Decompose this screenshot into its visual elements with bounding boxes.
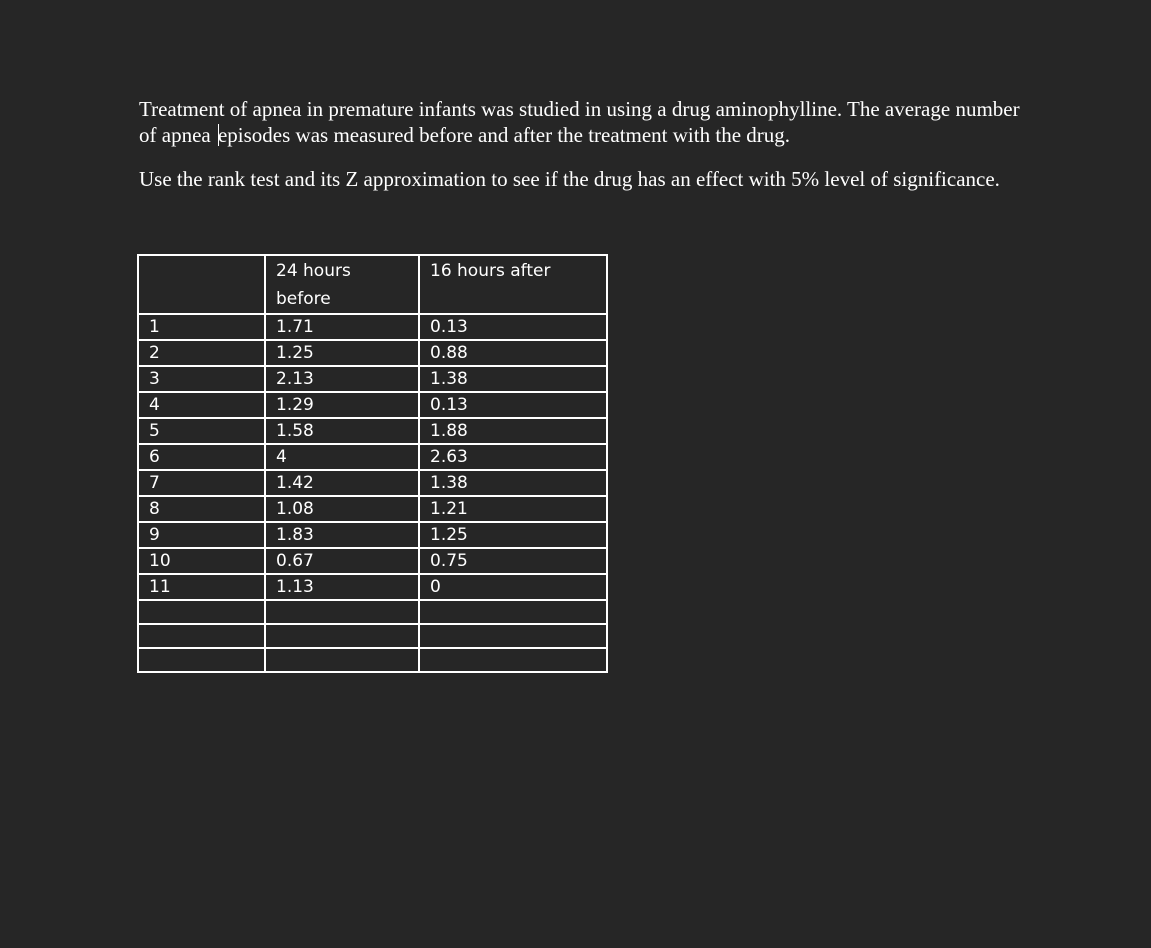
table-cell-before[interactable]: 1.71 [265,314,419,340]
header-cell-before[interactable] [265,255,419,314]
table-cell-index[interactable]: 2 [138,340,265,366]
problem-paragraph-1 [139,96,1079,148]
table-cell-before[interactable]: 1.08 [265,496,419,522]
problem-line-1: Treatment of apnea in premature infants was studied in using a drug aminophylline. The average number [139,97,1020,121]
table-row [138,624,607,648]
table-cell-before[interactable] [265,624,419,648]
table-row [138,574,607,600]
table-row [138,548,607,574]
problem-line-2-start: of apnea [139,123,216,147]
problem-statement [139,96,1079,192]
table-cell-after[interactable] [419,624,607,648]
table-cell-after[interactable]: 1.88 [419,418,607,444]
table-cell-index[interactable]: 3 [138,366,265,392]
problem-paragraph-2: Use the rank test and its Z approximation to see if the drug has an effect with 5% level of significance. [139,167,1000,191]
table-cell-index[interactable]: 10 [138,548,265,574]
table-row [138,392,607,418]
table-cell-after[interactable] [419,648,607,672]
table-row [138,366,607,392]
table-row [138,444,607,470]
header-cell-after[interactable]: 16 hours after [419,255,607,314]
table-row [138,470,607,496]
table-cell-index[interactable]: 9 [138,522,265,548]
header-label-before: 24 hours before [276,261,351,309]
table-cell-before[interactable] [265,600,419,624]
table-cell-index[interactable]: 8 [138,496,265,522]
table-row [138,522,607,548]
table-cell-index[interactable] [138,648,265,672]
table-cell-index[interactable]: 7 [138,470,265,496]
table-cell-after[interactable]: 0 [419,574,607,600]
table-header-row [138,255,607,314]
table-row [138,648,607,672]
table-cell-before[interactable]: 1.83 [265,522,419,548]
table-row [138,418,607,444]
problem-line-2-end: episodes was measured before and after the treatment with the drug. [217,123,791,147]
table-cell-after[interactable]: 1.25 [419,522,607,548]
table-cell-index[interactable] [138,624,265,648]
table-cell-index[interactable]: 6 [138,444,265,470]
table-cell-after[interactable]: 1.38 [419,470,607,496]
table-cell-before[interactable] [265,648,419,672]
table-cell-after[interactable] [419,600,607,624]
table-row [138,496,607,522]
table-cell-after[interactable]: 1.38 [419,366,607,392]
table-cell-before[interactable]: 2.13 [265,366,419,392]
table-cell-before[interactable]: 1.25 [265,340,419,366]
table-cell-index[interactable]: 11 [138,574,265,600]
table-cell-before[interactable]: 1.58 [265,418,419,444]
header-cell-index[interactable] [138,255,265,314]
table-cell-index[interactable] [138,600,265,624]
table-cell-before[interactable]: 1.42 [265,470,419,496]
table-cell-before[interactable]: 1.13 [265,574,419,600]
data-table [137,254,608,673]
table-cell-before[interactable]: 1.29 [265,392,419,418]
table-cell-index[interactable]: 1 [138,314,265,340]
table-cell-after[interactable]: 0.88 [419,340,607,366]
table-row [138,600,607,624]
table-cell-after[interactable]: 0.75 [419,548,607,574]
table-cell-before[interactable]: 4 [265,444,419,470]
table-cell-after[interactable]: 0.13 [419,392,607,418]
table-cell-after[interactable]: 0.13 [419,314,607,340]
table-cell-before[interactable]: 0.67 [265,548,419,574]
table-row [138,314,607,340]
table-cell-after[interactable]: 2.63 [419,444,607,470]
table-cell-index[interactable]: 5 [138,418,265,444]
table-cell-index[interactable]: 4 [138,392,265,418]
table-cell-after[interactable]: 1.21 [419,496,607,522]
table-row [138,340,607,366]
